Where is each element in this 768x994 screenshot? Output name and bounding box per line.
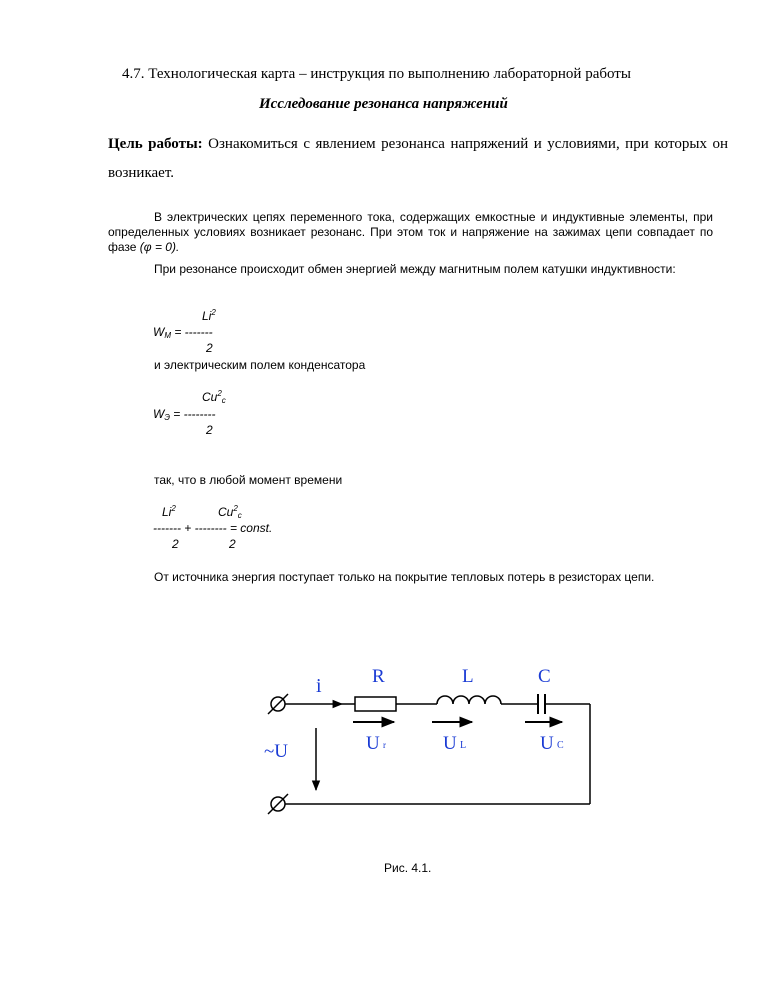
ur-label: U (366, 733, 380, 754)
formula-we-lhs: $W_Э$ = -------- (153, 407, 216, 422)
formula-wm-denominator: 2 (206, 341, 213, 355)
current-label: i (316, 675, 322, 697)
formula-we-denominator: 2 (206, 423, 213, 437)
source-label: ~U (264, 741, 289, 762)
section-title: 4.7. Технологическая карта – инструкция по выполнению лабораторной работы (122, 66, 631, 82)
resistor-label: R (372, 666, 385, 687)
formula-sum-n1: Li$^2$ (162, 504, 176, 519)
paragraph-energy-exchange: При резонансе происходит обмен энергией между магнитным полем катушки индуктивности: (154, 262, 676, 276)
goal-text: Ознакомиться с явлением резонанса напряжений и условиями, при которых он возникает. (108, 136, 728, 181)
formula-sum-d1: 2 (172, 537, 179, 551)
inductor-symbol (437, 696, 501, 704)
ur-sub: r (383, 740, 386, 750)
formula-sum-n2: $Cu^2_c$ (218, 504, 242, 520)
resistor-symbol (355, 697, 396, 711)
formula-sum-d2: 2 (229, 537, 236, 551)
formula-sum-line: ------- + -------- = const. (153, 521, 273, 535)
inductor-label: L (462, 666, 474, 687)
paragraph-text: В электрических цепях переменного тока, содержащих емкостные и индуктивные элементы, при определенных условиях возникает резонанс. При этом ток и напряжение на зажимах цепи совпадает по фазе (108, 210, 713, 254)
uc-label: U (540, 733, 554, 754)
capacitor-label: C (538, 666, 551, 687)
paragraph-capacitor-field: и электрическим полем конденсатора (154, 358, 366, 372)
phase-formula: (φ = 0). (139, 240, 180, 254)
ul-sub: L (460, 740, 467, 751)
figure-caption: Рис. 4.1. (384, 861, 432, 875)
paragraph-any-moment: так, что в любой момент времени (154, 473, 343, 487)
uc-sub: C (557, 740, 564, 751)
paragraph-heat-losses: От источника энергия поступает только на покрытие тепловых потерь в резисторах цепи. (154, 570, 655, 584)
page-subtitle: Исследование резонанса напряжений (259, 96, 508, 112)
formula-we-numerator: $Cu^2_c$ (202, 389, 226, 405)
formula-wm-numerator: Li$^2$ (202, 308, 216, 323)
ul-label: U (443, 733, 457, 754)
formula-wm-lhs: $W_M$ = ------- (153, 325, 213, 340)
capacitor-symbol (538, 694, 545, 714)
goal-label: Цель работы: (108, 136, 203, 152)
